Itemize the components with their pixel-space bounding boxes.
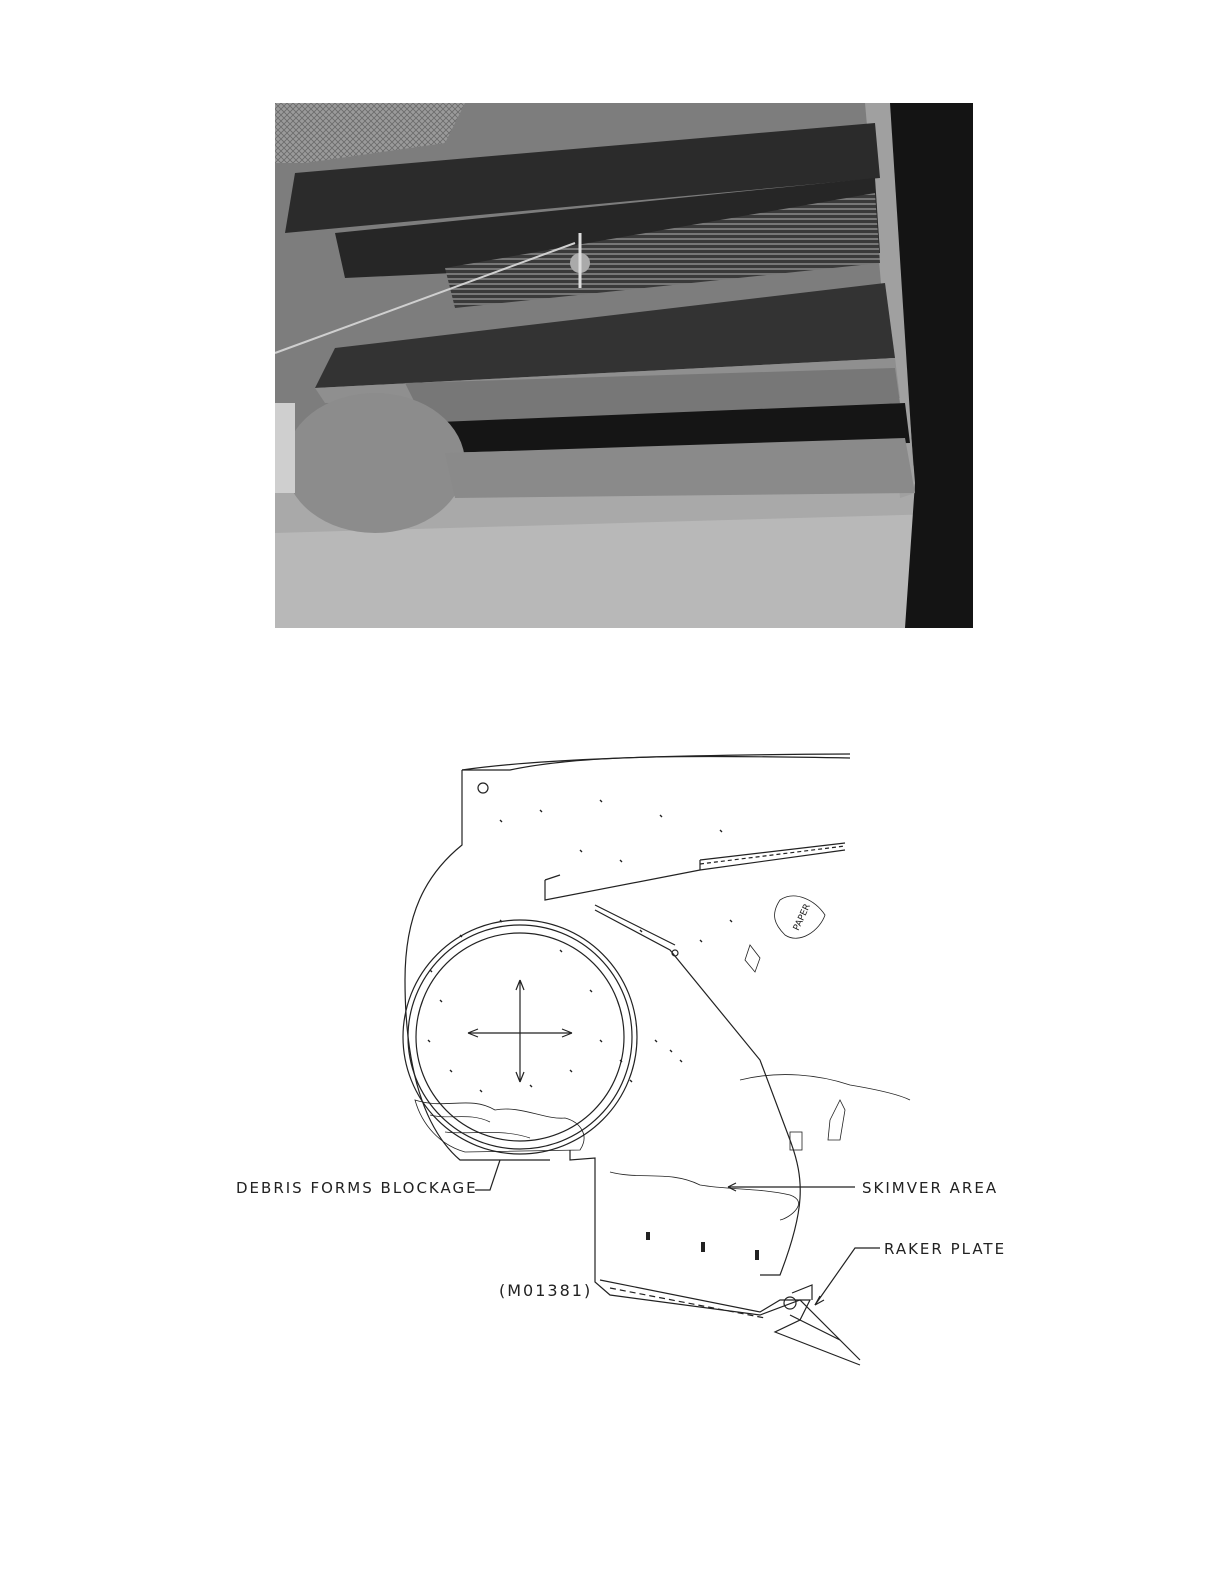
diagram-lines	[200, 740, 1040, 1380]
bottle-icon	[828, 1100, 845, 1140]
raker-bolt	[784, 1297, 796, 1309]
housing-outline	[405, 770, 550, 1160]
can-icon	[790, 1132, 802, 1150]
skimmer-wall	[595, 910, 800, 1275]
drawing-code: (M01381)	[499, 1281, 593, 1300]
raker-plate-label: RAKER PLATE	[884, 1240, 1007, 1258]
debris-blockage	[415, 1100, 584, 1152]
debris-leader	[475, 1160, 500, 1190]
cross-section-diagram	[200, 740, 1040, 1380]
leaf-icon	[745, 945, 760, 972]
rotation-arrows	[468, 980, 572, 1082]
debris-label: DEBRIS FORMS BLOCKAGE	[236, 1179, 478, 1197]
raker-leader	[815, 1248, 880, 1305]
photo-image	[275, 103, 973, 628]
paper-label: PAPER	[791, 902, 814, 933]
skimmer-debris	[610, 1172, 799, 1220]
bolt-hole	[478, 783, 488, 793]
skimmer-area-label: SKIMVER AREA	[862, 1179, 999, 1197]
equipment-photo	[275, 103, 973, 628]
